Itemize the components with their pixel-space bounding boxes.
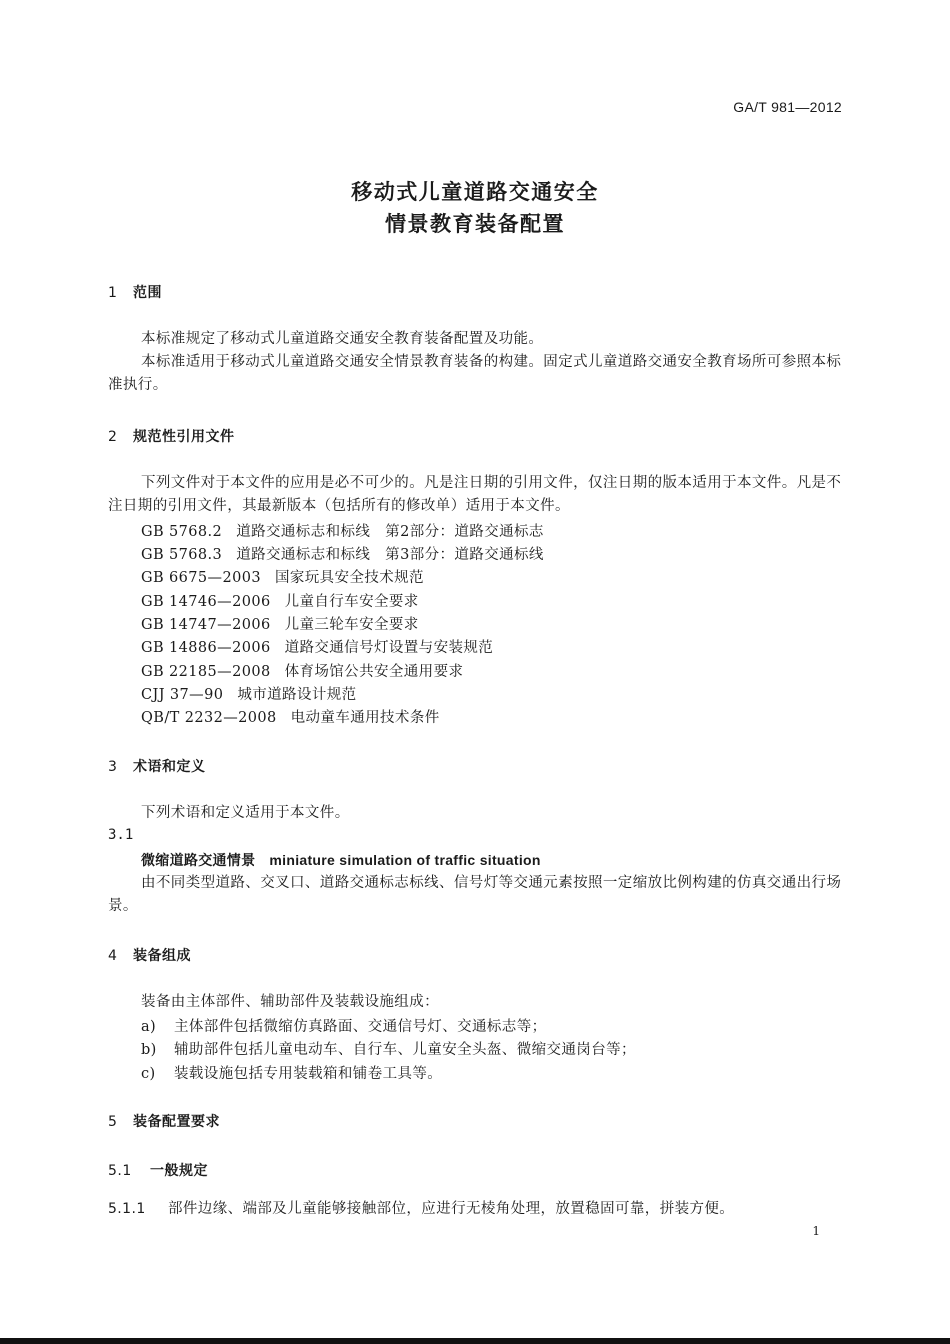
title-line-1: 移动式儿童道路交通安全 [351, 180, 599, 204]
section-4-intro [108, 991, 844, 1014]
paragraph-text: 下列术语和定义适用于本文件。 [141, 805, 350, 821]
section-title: 术语和定义 [133, 759, 206, 775]
section-number: 3 [108, 759, 118, 775]
reference-item [141, 683, 357, 704]
clause-5-1-1 [108, 1197, 734, 1218]
subsection-title: 一般规定 [150, 1163, 208, 1179]
reference-title: 体育场馆公共安全通用要求 [284, 664, 464, 680]
reference-code: QB/T 2232—2008 [141, 710, 277, 726]
reference-item [141, 566, 424, 587]
section-number: 5 [108, 1114, 118, 1130]
list-text: 辅助部件包括儿童电动车、自行车、儿童安全头盔、微缩交通岗台等； [174, 1042, 636, 1058]
section-number: 4 [108, 948, 118, 964]
reference-code: CJJ 37—90 [141, 687, 224, 703]
bottom-border [0, 1338, 950, 1344]
section-title: 规范性引用文件 [133, 429, 235, 445]
section-1-para-2 [108, 351, 844, 398]
section-3-intro [108, 802, 844, 825]
reference-code: GB 14746—2006 [141, 594, 271, 610]
reference-item [141, 543, 544, 564]
list-marker: b) [141, 1042, 157, 1058]
term-chinese: 微缩道路交通情景 [141, 853, 256, 869]
list-marker: c) [141, 1066, 156, 1082]
reference-code: GB 5768.3 [141, 547, 223, 563]
section-number: 2 [108, 429, 118, 445]
clause-text: 部件边缘、端部及儿童能够接触部位，应进行无棱角处理，放置稳固可靠，拼装方便。 [168, 1201, 735, 1217]
paragraph-text: 本标准适用于移动式儿童道路交通安全情景教育装备的构建。固定式儿童道路交通安全教育场所可参照本标准执行。 [108, 354, 842, 394]
section-2-intro [108, 472, 844, 519]
reference-title: 道路交通标志和标线 第3部分：道路交通标线 [236, 547, 544, 563]
term-english: miniature simulation of traffic situation [269, 852, 541, 868]
section-number: 1 [108, 285, 118, 301]
section-3-heading [108, 756, 206, 776]
page-number: 1 [812, 1224, 820, 1238]
list-text: 装载设施包括专用装载箱和铺卷工具等。 [174, 1066, 443, 1082]
reference-title: 电动童车通用技术条件 [290, 710, 440, 726]
list-item [141, 1062, 442, 1083]
clause-number: 5.1.1 [108, 1201, 146, 1217]
reference-title: 国家玩具安全技术规范 [274, 570, 424, 586]
reference-item [141, 660, 463, 681]
reference-title: 城市道路设计规范 [237, 687, 357, 703]
section-2-heading [108, 426, 235, 446]
list-item [141, 1015, 547, 1036]
reference-code: GB 22185—2008 [141, 664, 271, 680]
reference-code: GB 6675—2003 [141, 570, 261, 586]
document-title [0, 176, 950, 240]
reference-item [141, 706, 440, 727]
term-entry [141, 850, 541, 870]
reference-code: GB 5768.2 [141, 524, 223, 540]
section-title: 装备组成 [133, 948, 191, 964]
section-1-heading [108, 282, 162, 302]
term-number: 3.1 [108, 827, 134, 843]
paragraph-text: 本标准规定了移动式儿童道路交通安全教育装备配置及功能。 [141, 331, 544, 347]
term-definition [108, 872, 844, 919]
reference-item [141, 613, 419, 634]
section-title: 装备配置要求 [133, 1114, 220, 1130]
reference-code: GB 14747—2006 [141, 617, 271, 633]
section-5-heading [108, 1111, 220, 1131]
list-item [141, 1038, 636, 1059]
list-text: 主体部件包括微缩仿真路面、交通信号灯、交通标志等； [174, 1019, 547, 1035]
reference-title: 儿童自行车安全要求 [284, 594, 419, 610]
paragraph-text: 装备由主体部件、辅助部件及装载设施组成： [141, 994, 439, 1010]
paragraph-text: 下列文件对于本文件的应用是必不可少的。凡是注日期的引用文件，仅注日期的版本适用于本文件。凡是不注日期的引用文件，其最新版本（包括所有的修改单）适用于本文件。 [108, 475, 842, 515]
subsection-5-1-heading [108, 1160, 208, 1180]
section-4-heading [108, 945, 191, 965]
reference-title: 道路交通标志和标线 第2部分：道路交通标志 [236, 524, 544, 540]
title-line-2: 情景教育装备配置 [385, 212, 565, 236]
reference-item [141, 636, 493, 657]
reference-code: GB 14886—2006 [141, 640, 271, 656]
reference-title: 儿童三轮车安全要求 [284, 617, 419, 633]
subsection-number: 5.1 [108, 1163, 132, 1179]
reference-title: 道路交通信号灯设置与安装规范 [284, 640, 494, 656]
reference-item [141, 520, 544, 541]
list-marker: a) [141, 1019, 157, 1035]
section-1-para-1 [108, 328, 844, 351]
section-title: 范围 [133, 285, 162, 301]
standard-code: GA/T 981—2012 [733, 99, 842, 115]
reference-item [141, 590, 419, 611]
paragraph-text: 由不同类型道路、交叉口、道路交通标志标线、信号灯等交通元素按照一定缩放比例构建的仿真交通出行场景。 [108, 875, 842, 915]
